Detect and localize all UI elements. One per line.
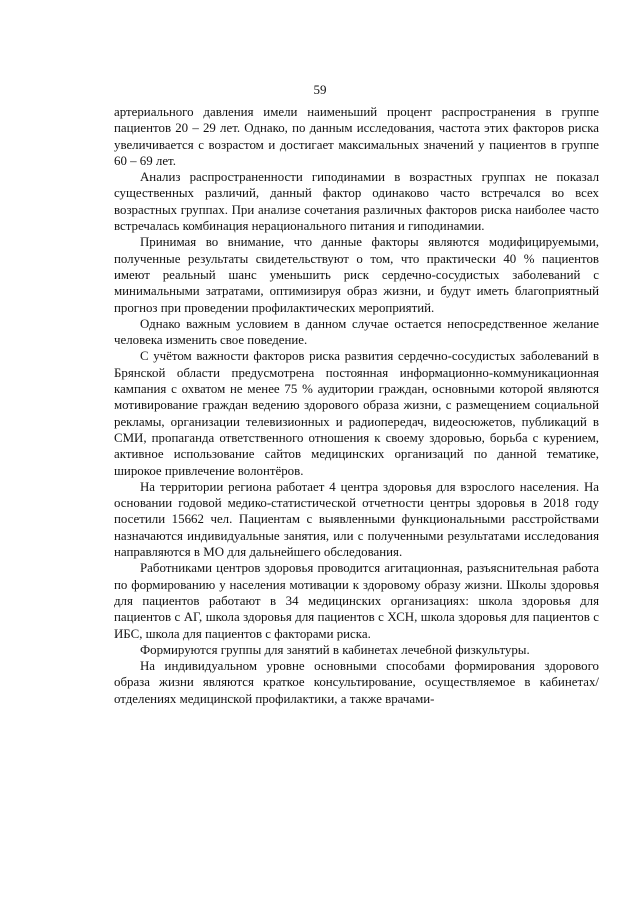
paragraph: С учётом важности факторов риска развития сердечно-сосудистых заболеваний в Брянской области предусмотрена постоянная информационно-коммуникационная кампания с охватом не менее 75 % аудитории граждан, основными которой являются мотивирование граждан ведению здорового образа жизни, с размещением социальной рекламы, организации телевизионных и радиопередач, видеосюжетов, публикаций в СМИ, пропаганда ответственного отношения к своему здоровью, борьба с курением, активное использование сайтов медицинских организаций по данной тематике, широкое привлечение волонтёров. bbox=[114, 349, 599, 478]
paragraph: На территории региона работает 4 центра здоровья для взрослого населения. На основании годовой медико-статистической отчетности центры здоровья в 2018 году посетили 15662 чел. Пациентам с выявленными функциональными расстройствами назначаются индивидуальные занятия, или с полученными результатами исследования направляются в МО для дальнейшего обследования. bbox=[114, 479, 599, 560]
paragraph: Работниками центров здоровья проводится агитационная, разъяснительная работа по формированию у населения мотивации к здоровому образу жизни. Школы здоровья для пациентов работают в 34 медицинских организациях: школа здоровья для пациентов с АГ, школа здоровья для пациентов с ХСН, школа здоровья для пациентов с ИБС, школа для пациентов с факторами риска. bbox=[114, 561, 599, 641]
paragraph: Принимая во внимание, что данные факторы являются модифицируемыми, полученные результаты свидетельствуют о том, что практически 40 % пациентов имеют реальный шанс уменьшить риск сердечно-сосудистых заболеваний с минимальными затратами, оптимизируя образ жизни, и будут иметь благоприятный прогноз при проведении профилактических мероприятий. bbox=[114, 235, 599, 315]
document-body bbox=[114, 104, 599, 707]
paragraph: Анализ распространенности гиподинамии в возрастных группах не показал существенных различий, данный фактор одинаково часто встречался во всех возрастных группах. При анализе сочетания различных факторов риска наиболее часто встречалась комбинация нерационального питания и гиподинамии. bbox=[114, 170, 599, 234]
paragraph: Однако важным условием в данном случае остается непосредственное желание человека изменить свое поведение. bbox=[114, 316, 599, 348]
page-number: 59 bbox=[313, 82, 327, 97]
paragraph: артериального давления имели наименьший процент распространения в группе пациентов 20 – 29 лет. Однако, по данным исследования, частота этих факторов риска увеличивается с возрастом и достигает максимальных значений у пациентов в группе 60 – 69 лет. bbox=[114, 105, 599, 168]
paragraph: Формируются группы для занятий в кабинетах лечебной физкультуры. bbox=[140, 642, 530, 657]
paragraph: На индивидуальном уровне основными способами формирования здорового образа жизни являются краткое консультирование, осуществляемое в кабинетах/отделениях медицинской профилактики, а также врачами- bbox=[114, 659, 599, 706]
